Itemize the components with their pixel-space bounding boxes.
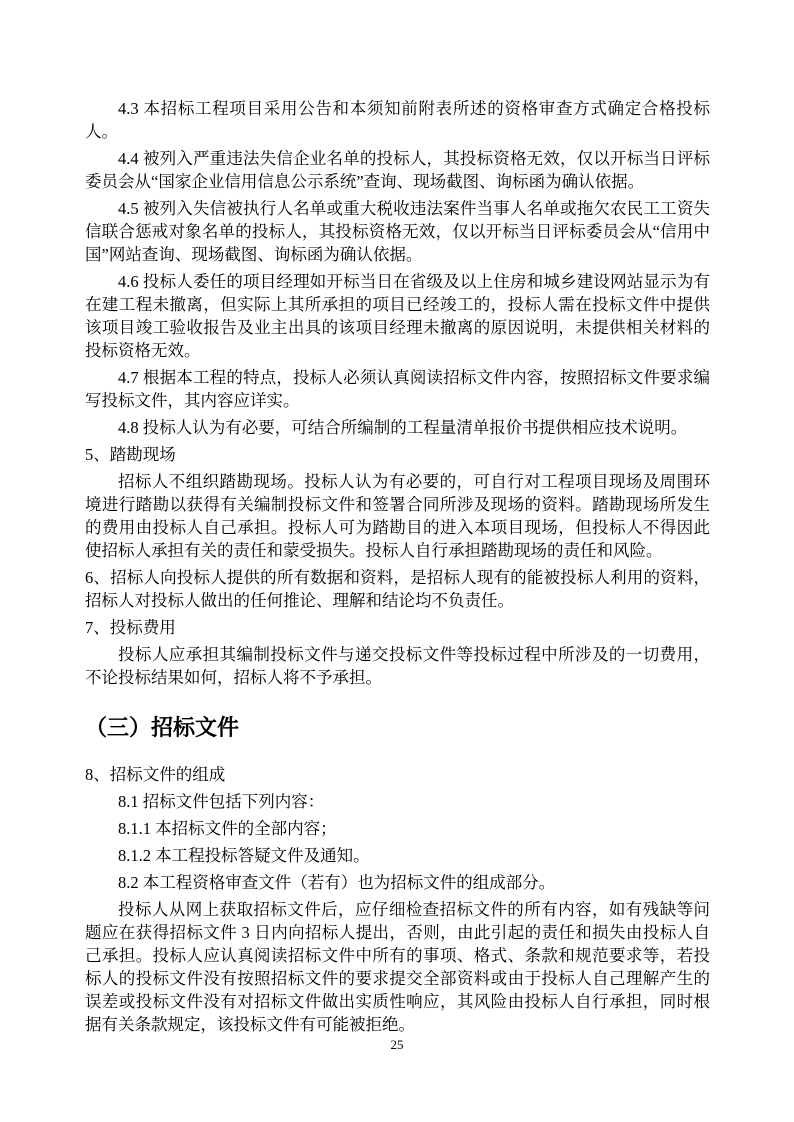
clause-8-1-1: 8.1.1 本招标文件的全部内容； xyxy=(118,819,337,838)
item-8-title: 8、招标文件的组成 xyxy=(85,765,226,784)
section-3-heading: （三）招标文件 xyxy=(85,715,240,740)
clause-8-1: 8.1 招标文件包括下列内容： xyxy=(118,792,325,811)
item-5-title: 5、踏勘现场 xyxy=(85,445,176,464)
clause-4-6: 4.6 投标人委任的项目经理如开标当日在省级及以上住房和城乡建设网站显示为有在建工程未撤离，但实际上其所承担的项目已经竣工的，投标人需在投标文件中提供该项目竣工验收报告及业主出具的该项目经理未撤离的原因说明，未提供相关材料的投标资格无效。 xyxy=(85,272,710,360)
clause-8-1-2: 8.1.2 本工程投标答疑文件及通知。 xyxy=(118,846,370,865)
para-document-check: 投标人从网上获取招标文件后，应仔细检查招标文件的所有内容，如有残缺等问题应在获得招标文件 3 日内向招标人提出，否则，由此引起的责任和损失由投标人自己承担。投标人应认真阅读招标文件中所有的事项、格式、条款和规范要求等，若投标人的投标文件没有按照招标文件的要求提交全部资料或由于投标人自己理解产生的误差或投标文件没有对招标文件做出实质性响应，其风险由投标人自行承担，同时根据有关条款规定，该投标文件有可能被拒绝。 xyxy=(85,900,710,1034)
page-number: 25 xyxy=(390,1037,404,1052)
clause-4-8: 4.8 投标人认为有必要，可结合所编制的工程量清单报价书提供相应技术说明。 xyxy=(118,418,688,437)
para-bid-cost: 投标人应承担其编制投标文件与递交投标文件等投标过程中所涉及的一切费用，不论投标结果如何，招标人将不予承担。 xyxy=(85,645,710,687)
para-site-visit: 招标人不组织踏勘现场。投标人认为有必要的，可自行对工程项目现场及周围环境进行踏勘以获得有关编制投标文件和签署合同所涉及现场的资料。踏勘现场所发生的费用由投标人自己承担。投标人可为踏勘目的进入本项目现场，但投标人不得因此使招标人承担有关的责任和蒙受损失。投标人自行承担踏勘现场的责任和风险。 xyxy=(85,472,710,560)
clause-4-3: 4.3 本招标工程项目采用公告和本须知前附表所述的资格审查方式确定合格投标人。 xyxy=(85,99,710,141)
item-7-title: 7、投标费用 xyxy=(85,618,176,637)
clause-4-7: 4.7 根据本工程的特点，投标人必须认真阅读招标文件内容，按照招标文件要求编写投标文件，其内容应详实。 xyxy=(85,368,710,410)
clause-8-2: 8.2 本工程资格审查文件（若有）也为招标文件的组成部分。 xyxy=(118,873,556,892)
clause-4-4: 4.4 被列入严重违法失信企业名单的投标人，其投标资格无效，仅以开标当日评标委员会从“国家企业信用信息公示系统”查询、现场截图、询标函为确认依据。 xyxy=(85,149,710,191)
clause-4-5: 4.5 被列入失信被执行人名单或重大税收违法案件当事人名单或拖欠农民工工资失信联合惩戒对象名单的投标人，其投标资格无效，仅以开标当日评标委员会从“信用中国”网站查询、现场截图、询标函为确认依据。 xyxy=(85,199,710,264)
item-6: 6、招标人向投标人提供的所有数据和资料，是招标人现有的能被投标人利用的资料，招标人对投标人做出的任何推论、理解和结论均不负责任。 xyxy=(85,568,710,610)
